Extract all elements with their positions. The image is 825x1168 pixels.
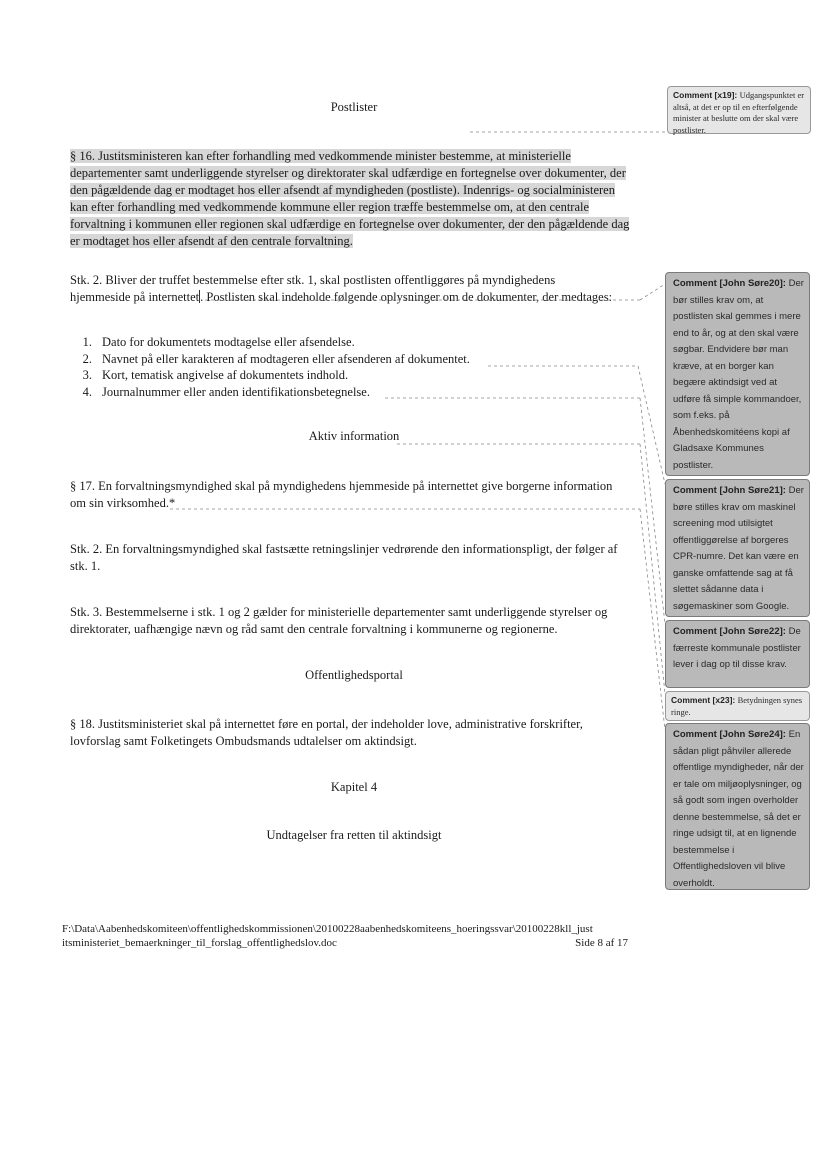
heading-aktiv-information: Aktiv information [308,429,400,443]
footer-path-line1: F:\Data\Aabenhedskomiteen\offentlighedskommissionen\20100228aabenhedskomiteens_hoeringssvar\20100228kll_just [62,923,593,935]
comment-john22[interactable] [665,620,810,688]
comment-text: Der bør stilles krav om, at postlisten skal gemmes i mere end to år, og at den skal være søgbar. Endvidere bør man kræve, at en borger kan begære aktindsigt ved at udføre få simple kommandoer, som f.eks. på Åbenhedskomitéens kopi af Gladsaxe Kommunes postlister. [673,278,804,471]
list-item-text: Dato for dokumentets modtagelse eller afsendelse. [102,335,355,349]
list-item-text: Kort, tematisk angivelse af dokumentets indhold. [102,368,349,382]
stk2-line1: Stk. 2. Bliver der truffet bestemmelse efter stk. 1, skal postlisten offentliggøres på myndighedens [70,273,556,287]
comment-title: Comment [x23]: [671,695,736,705]
paragraph-17-stk3: Stk. 3. Bestemmelserne i stk. 1 og 2 gælder for ministerielle departementer samt underliggende styrelser og direktorater, uafhængige nævn og råd samt den centrale forvaltning i kommunerne og regionerne. [70,605,608,636]
heading-undtagelser: Undtagelser fra retten til aktindsigt [266,828,442,842]
comment-text: En sådan pligt påhviler allerede offentlige myndigheder, når der er tale om miljøoplysninger, og så godt som ingen overholder denne bestemmelse, så det er ringe udsigt til, at en lignende bestemmelse i Offentlighedsloven vil blive overholdt. [673,729,804,889]
comment-john21[interactable] [665,479,810,617]
connector-x23-end [640,444,665,694]
comment-title: Comment [John Søre22]: [673,626,786,637]
comment-john20[interactable] [665,272,810,476]
comment-john24[interactable] [665,723,810,890]
paragraph-18: § 18. Justitsministeriet skal på internettet føre en portal, der indeholder love, administrative forskrifter, lovforslag samt Folketingets Ombudsmands udtalelser om aktindsigt. [70,717,583,748]
comment-title: Comment [John Søre24]: [673,729,786,740]
footer-path-line2: itsministeriet_bemaerkninger_til_forslag_offentlighedslov.doc [62,937,337,949]
comment-x23[interactable] [665,691,810,721]
stk2-line2-part1: hjemmeside på internettet [70,290,200,304]
heading-kapitel-4: Kapitel 4 [330,780,378,794]
connector-john20-end [640,284,665,300]
comment-x19[interactable] [667,86,811,134]
heading-postlister: Postlister [330,100,378,114]
comment-title: Comment [John Søre21]: [673,485,786,496]
comment-text: Der børe stilles krav om maskinel screening mod utilsigtet offentliggørelse af borgeres CPR-numre. Det kan være en ganske omfattende sag at få slettet sådanne data i søgemaskiner som Google. [673,485,804,612]
list-item-text: Journalnummer eller anden identifikationsbetegnelse. [102,384,370,399]
comment-text: Betydningen synes ringe. [671,695,803,717]
heading-offentlighedsportal: Offentlighedsportal [305,668,403,682]
page-number: Side 8 af 17 [575,937,628,949]
paragraph-17-stk2: Stk. 2. En forvaltningsmyndighed skal fastsætte retningslinjer vedrørende den informationspligt, der følger af stk. 1. [70,542,618,573]
paragraph-16-text: § 16. Justitsministeren kan efter forhandling med vedkommende minister bestemme, at ministerielle departementer samt underliggende styrelser og direktorater skal udfærdige en fortegnelse over dokumenter, der den pågældende dag er modtaget hos eller afsendt af myndigheden (postliste). Indenrigs- og socialministeren kan efter forhandling med vedkommende kommune eller region træffe bestemmelse om, at den centrale forvaltning i kommunen eller regionen skal udfærdige en fortegnelse over dokumenter, der den pågældende dag er modtaget hos eller afsendt af den centrale forvaltning. [70,149,630,248]
connector-john21-end [638,366,665,484]
list-item-number: 1. [82,335,92,349]
comment-text: De færreste kommunale postlister lever i dag op til disse krav. [673,626,801,670]
comment-title: Comment [x19]: [673,90,738,100]
paragraph-17-line1: § 17. En forvaltningsmyndighed skal på myndighedens hjemmeside på internettet give borgerne information [70,479,613,493]
connector-john24-end [640,509,665,730]
list-item-number: 3. [82,368,92,382]
comment-text: Udgangspunktet er altså, at det er op til en efterfølgende minister at beslutte om der skal være postlister. [673,90,805,135]
paragraph-17-line2: om sin virksomhed.* [70,496,176,510]
connector-john22-end [640,398,665,624]
comment-title: Comment [John Søre20]: [673,278,786,289]
stk2-line2-part2: . Postlisten skal indeholde følgende oplysninger om de dokumenter, der medtages: [200,290,613,304]
list-item-number: 2. [82,351,92,366]
list-item-text: Navnet på eller karakteren af modtageren eller afsenderen af dokumentet. [102,351,470,366]
list-item-number: 4. [82,384,92,399]
